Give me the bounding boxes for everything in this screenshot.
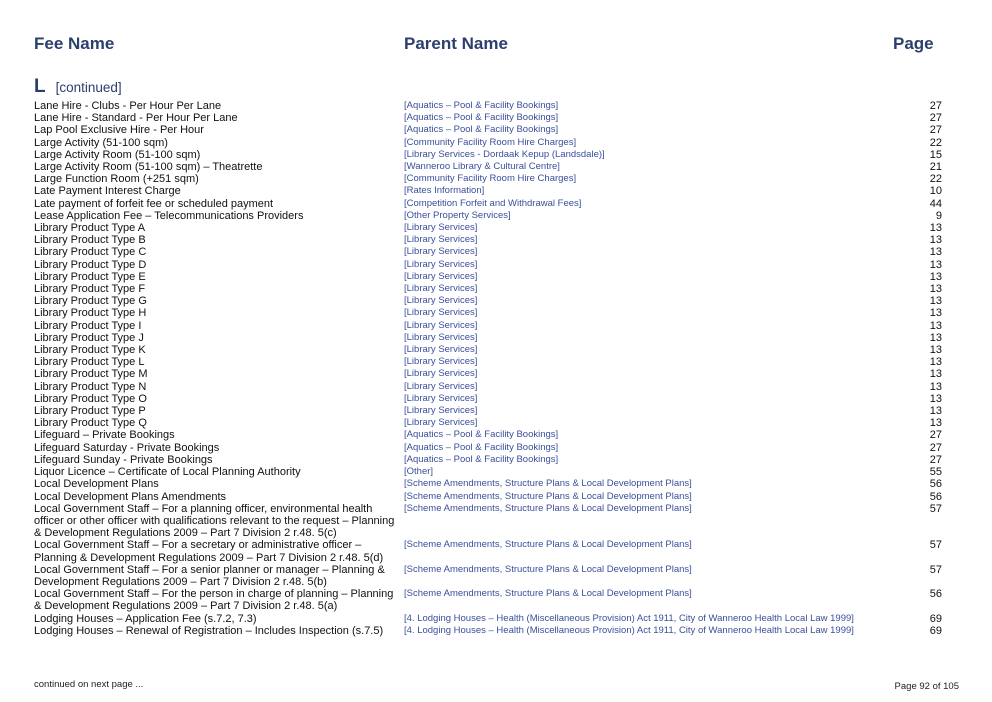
page-number-cell: 13 [929, 392, 942, 405]
parent-name-link[interactable]: [Library Services] [404, 283, 478, 295]
page-number-cell: 13 [929, 234, 942, 247]
table-row [34, 564, 964, 588]
parent-name-link[interactable]: [Library Services - Dordaak Kepup (Landsdale)] [404, 148, 605, 160]
table-row [34, 222, 964, 234]
page-number-cell: 57 [929, 563, 942, 576]
page-number-cell: 13 [929, 417, 942, 430]
parent-name-link[interactable]: [Scheme Amendments, Structure Plans & Local Development Plans] [404, 588, 692, 600]
table-row [34, 588, 964, 612]
fee-name-cell: Late Payment Interest Charge [34, 185, 181, 198]
table-row [34, 173, 964, 185]
table-row [34, 124, 964, 136]
parent-name-link[interactable]: [Aquatics – Pool & Facility Bookings] [404, 453, 559, 465]
fee-name-cell: Lifeguard Sunday - Private Bookings [34, 453, 213, 466]
table-row [34, 320, 964, 332]
table-row [34, 381, 964, 393]
page-number-cell: 10 [929, 185, 942, 198]
parent-name-link[interactable]: [Library Services] [404, 344, 478, 356]
fee-index-table [34, 100, 964, 637]
fee-name-cell: Large Function Room (+251 sqm) [34, 173, 199, 186]
parent-name-link[interactable]: [Competition Forfeit and Withdrawal Fees] [404, 197, 582, 209]
page-number-cell: 9 [935, 209, 942, 222]
table-row [34, 234, 964, 246]
fee-name-cell: Library Product Type C [34, 246, 147, 259]
fee-name-cell: Library Product Type I [34, 319, 142, 332]
parent-name-link[interactable]: [Library Services] [404, 380, 478, 392]
page-number-cell: 56 [929, 588, 942, 601]
fee-name-cell: Local Development Plans Amendments [34, 490, 226, 503]
parent-name-link[interactable]: [Community Facility Room Hire Charges] [404, 173, 577, 185]
table-row [34, 161, 964, 173]
fee-name-cell: Large Activity Room (51-100 sqm) [34, 148, 201, 161]
parent-name-link[interactable]: [Other Property Services] [404, 209, 511, 221]
parent-name-link[interactable]: [Library Services] [404, 307, 478, 319]
parent-name-link[interactable]: [Aquatics – Pool & Facility Bookings] [404, 124, 559, 136]
page-number-cell: 13 [929, 368, 942, 381]
section-continued-label: [continued] [55, 80, 122, 95]
fee-name-cell: Large Activity Room (51-100 sqm) – Theatrette [34, 161, 263, 174]
fee-name-cell: Local Development Plans [34, 478, 159, 491]
parent-name-link[interactable]: [Library Services] [404, 246, 478, 258]
page-number-cell: 22 [929, 136, 942, 149]
page-number-cell: 57 [929, 502, 942, 515]
table-row [34, 283, 964, 295]
fee-name-cell: Library Product Type N [34, 380, 147, 393]
page-number-cell: 13 [929, 258, 942, 271]
page-number-cell: 69 [929, 624, 942, 637]
table-row [34, 295, 964, 307]
parent-name-link[interactable]: [Library Services] [404, 405, 478, 417]
fee-name-cell: Local Government Staff – For the person in charge of planning – Planning & Development Regulations 2009 – Part 7 Division 2 r.48. 5(a) [34, 588, 394, 613]
fee-name-cell: Local Government Staff – For a senior planner or manager – Planning & Development Regulations 2009 – Part 7 Division 2 r.48. 5(b) [34, 563, 385, 588]
column-header-page: Page [893, 34, 934, 53]
table-row [34, 503, 964, 540]
parent-name-link[interactable]: [Library Services] [404, 222, 478, 234]
fee-name-cell: Local Government Staff – For a planning officer, environmental health officer or other officer with qualifications relevant to the request – Planning & Development Regulations 2009 – Part 7 Division 2 r.48. 5(c) [34, 502, 395, 540]
fee-name-cell: Late payment of forfeit fee or scheduled payment [34, 197, 274, 210]
page-number-cell: 27 [929, 441, 942, 454]
table-row [34, 368, 964, 380]
table-row [34, 405, 964, 417]
parent-name-link[interactable]: [Scheme Amendments, Structure Plans & Local Development Plans] [404, 490, 692, 502]
table-row [34, 112, 964, 124]
page-number-cell: 27 [929, 112, 942, 125]
column-header-parent-name: Parent Name [404, 34, 508, 53]
parent-name-link[interactable]: [Library Services] [404, 234, 478, 246]
fee-name-cell: Library Product Type M [34, 368, 148, 381]
fee-name-cell: Library Product Type G [34, 295, 147, 308]
table-row [34, 100, 964, 112]
parent-name-link[interactable]: [Library Services] [404, 368, 478, 380]
fee-name-cell: Library Product Type K [34, 344, 146, 357]
parent-name-link[interactable]: [Rates Information] [404, 185, 485, 197]
parent-name-link[interactable]: [Wanneroo Library & Cultural Centre] [404, 161, 560, 173]
fee-name-cell: Large Activity (51-100 sqm) [34, 136, 168, 149]
page-number-cell: 56 [929, 478, 942, 491]
table-row [34, 198, 964, 210]
fee-name-cell: Lifeguard Saturday - Private Bookings [34, 441, 220, 454]
parent-name-link[interactable]: [Library Services] [404, 319, 478, 331]
parent-name-link[interactable]: [Library Services] [404, 270, 478, 282]
fee-name-cell: Library Product Type P [34, 405, 146, 418]
fee-name-cell: Lane Hire - Clubs - Per Hour Per Lane [34, 100, 222, 112]
table-row [34, 466, 964, 478]
parent-name-link[interactable]: [Scheme Amendments, Structure Plans & Local Development Plans] [404, 563, 692, 575]
table-row [34, 442, 964, 454]
fee-name-cell: Library Product Type Q [34, 417, 147, 430]
page-number-cell: 56 [929, 490, 942, 503]
continued-note: continued on next page ... [34, 679, 144, 690]
page-number-cell: 27 [929, 100, 942, 112]
table-row [34, 246, 964, 258]
fee-name-cell: Lodging Houses – Renewal of Registration – Includes Inspection (s.7.5) [34, 624, 384, 637]
parent-name-link[interactable]: [Community Facility Room Hire Charges] [404, 136, 577, 148]
fee-name-cell: Library Product Type O [34, 392, 147, 405]
table-row [34, 613, 964, 625]
table-row [34, 149, 964, 161]
fee-name-cell: Library Product Type A [34, 222, 146, 235]
parent-name-link[interactable]: [Scheme Amendments, Structure Plans & Local Development Plans] [404, 539, 692, 551]
fee-name-cell: Liquor Licence – Certificate of Local Planning Authority [34, 466, 301, 479]
table-row [34, 491, 964, 503]
fee-name-cell: Local Government Staff – For a secretary or administrative officer – Planning & Development Regulations 2009 – Part 7 Division 2 r.48. 5(d) [34, 539, 384, 564]
table-row [34, 539, 964, 563]
page-number-cell: 13 [929, 295, 942, 308]
page-number-cell: 69 [929, 612, 942, 625]
parent-name-link[interactable]: [4. Lodging Houses – Health (Miscellaneous Provision) Act 1911, City of Wanneroo Health Local Law 1999] [404, 624, 854, 636]
page-number-cell: 13 [929, 319, 942, 332]
parent-name-link[interactable]: [Aquatics – Pool & Facility Bookings] [404, 100, 559, 111]
table-row [34, 478, 964, 490]
fee-name-cell: Library Product Type H [34, 307, 147, 320]
page-number-cell: 13 [929, 270, 942, 283]
parent-name-link[interactable]: [Library Services] [404, 392, 478, 404]
table-row [34, 259, 964, 271]
page-number-cell: 13 [929, 283, 942, 296]
page-number-cell: 22 [929, 173, 942, 186]
page-number-cell: 21 [929, 161, 942, 174]
table-row [34, 271, 964, 283]
fee-name-cell: Lane Hire - Standard - Per Hour Per Lane [34, 112, 238, 125]
parent-name-link[interactable]: [Library Services] [404, 295, 478, 307]
page-number-cell: 13 [929, 356, 942, 369]
table-row [34, 137, 964, 149]
fee-name-cell: Library Product Type D [34, 258, 147, 271]
page-number-cell: 13 [929, 246, 942, 259]
table-row [34, 210, 964, 222]
table-row [34, 344, 964, 356]
parent-name-link[interactable]: [Aquatics – Pool & Facility Bookings] [404, 112, 559, 124]
section-heading [34, 76, 122, 98]
page-number: Page 92 of 105 [894, 681, 959, 692]
page-number-cell: 13 [929, 380, 942, 393]
table-row [34, 307, 964, 319]
column-header-fee-name: Fee Name [34, 34, 115, 53]
section-letter: L [34, 76, 46, 97]
parent-name-link[interactable]: [Other] [404, 466, 434, 478]
page-number-cell: 15 [929, 148, 942, 161]
table-row [34, 393, 964, 405]
parent-name-link[interactable]: [Aquatics – Pool & Facility Bookings] [404, 441, 559, 453]
fee-name-cell: Lease Application Fee – Telecommunications Providers [34, 209, 304, 222]
parent-name-link[interactable]: [Library Services] [404, 258, 478, 270]
page-number-cell: 27 [929, 429, 942, 442]
table-row [34, 429, 964, 441]
page-number-cell: 57 [929, 539, 942, 552]
fee-name-cell: Lap Pool Exclusive Hire - Per Hour [34, 124, 204, 137]
parent-name-link[interactable]: [Aquatics – Pool & Facility Bookings] [404, 429, 559, 441]
table-row [34, 356, 964, 368]
parent-name-link[interactable]: [4. Lodging Houses – Health (Miscellaneous Provision) Act 1911, City of Wanneroo Health Local Law 1999] [404, 612, 854, 624]
fee-name-cell: Library Product Type F [34, 283, 146, 296]
page-number-cell: 13 [929, 344, 942, 357]
parent-name-link[interactable]: [Library Services] [404, 356, 478, 368]
fee-name-cell: Library Product Type L [34, 356, 145, 369]
page-number-cell: 13 [929, 405, 942, 418]
fee-name-cell: Library Product Type B [34, 234, 146, 247]
parent-name-link[interactable]: [Scheme Amendments, Structure Plans & Local Development Plans] [404, 502, 692, 514]
page-number-cell: 13 [929, 222, 942, 235]
parent-name-link[interactable]: [Library Services] [404, 331, 478, 343]
page-number-cell: 44 [929, 197, 942, 210]
fee-name-cell: Library Product Type E [34, 270, 146, 283]
table-row [34, 185, 964, 197]
table-row [34, 417, 964, 429]
parent-name-link[interactable]: [Scheme Amendments, Structure Plans & Local Development Plans] [404, 478, 692, 490]
page-number-cell: 13 [929, 331, 942, 344]
fee-name-cell: Library Product Type J [34, 331, 144, 344]
fee-name-cell: Lifeguard – Private Bookings [34, 429, 175, 442]
page-number-cell: 27 [929, 124, 942, 137]
page-number-cell: 27 [929, 453, 942, 466]
table-row [34, 332, 964, 344]
fee-name-cell: Lodging Houses – Application Fee (s.7.2, 7.3) [34, 612, 257, 625]
page-number-cell: 55 [929, 466, 942, 479]
parent-name-link[interactable]: [Library Services] [404, 417, 478, 429]
page-number-cell: 13 [929, 307, 942, 320]
table-row [34, 625, 964, 637]
table-row [34, 454, 964, 466]
